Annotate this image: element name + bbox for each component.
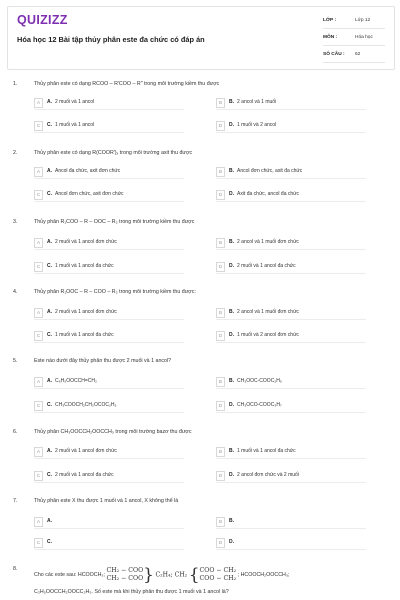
option-text: 2 ancol và 1 muối	[237, 99, 277, 105]
option-d[interactable]	[216, 331, 366, 343]
question-number: 1.	[13, 81, 18, 87]
option-label: B.	[229, 239, 234, 245]
question-number: 7.	[13, 498, 18, 504]
option-d[interactable]	[216, 401, 366, 413]
option-box: D	[216, 331, 225, 341]
option-text: Ancol đa chức, axit đơn chức	[55, 168, 121, 174]
question-text: Thủy phân este có dạng RCOO – R'COO – R" trong môi trường kiềm thu được	[34, 81, 220, 87]
option-label: B.	[229, 168, 234, 174]
option-text: CH₃OCO-COOC₃H₇	[237, 402, 282, 408]
option-text: 2 ancol và 1 muối đơn chức	[237, 239, 299, 245]
option-b[interactable]	[216, 238, 366, 250]
option-text: 1 muối và 1 ancol đa chức	[55, 263, 114, 269]
option-text: 2 muối và 1 ancol đơn chức	[55, 239, 117, 245]
option-c[interactable]	[34, 262, 184, 274]
option-label: A.	[47, 448, 52, 454]
option-box: C	[34, 262, 43, 272]
option-label: D.	[229, 539, 234, 545]
option-text: 1 muối và 1 ancol đa chức	[55, 332, 114, 338]
question-number: 4.	[13, 289, 18, 295]
option-box: B	[216, 517, 225, 527]
question-8-formula-line	[34, 567, 290, 583]
option-text: Ancol đơn chức, axit đa chức	[237, 168, 303, 174]
option-box: A	[34, 517, 43, 527]
meta-value: Lớp 12	[355, 18, 371, 23]
question-text: Thủy phân R₁OOC – R – COO – R₂ trong môi trường kiềm thu được:	[34, 289, 196, 295]
option-a[interactable]	[34, 308, 184, 320]
option-b[interactable]	[216, 308, 366, 320]
question-text: Thủy phân este có dạng R(COOR')ₓ trong môi trường axit thu được	[34, 150, 193, 156]
option-text: 1 muối và 2 ancol	[237, 122, 277, 128]
question-number: 6.	[13, 429, 18, 435]
option-label: D.	[229, 263, 234, 269]
option-label: D.	[229, 472, 234, 478]
option-label: A.	[47, 309, 52, 315]
option-label: D.	[229, 191, 234, 197]
option-box: D	[216, 538, 225, 548]
meta-row-class	[323, 14, 385, 29]
option-label: C.	[47, 263, 52, 269]
option-text: Ancol đơn chức, axit đơn chức	[55, 191, 124, 197]
worksheet-header	[7, 6, 395, 70]
question-number: 3.	[13, 219, 18, 225]
option-box: B	[216, 167, 225, 177]
option-box: A	[34, 167, 43, 177]
option-label: A.	[47, 99, 52, 105]
option-text: 1 muối và 1 ancol đa chức	[237, 448, 296, 454]
option-box: B	[216, 447, 225, 457]
option-b[interactable]	[216, 98, 366, 110]
meta-value: 62	[355, 52, 361, 57]
option-box: C	[34, 471, 43, 481]
option-box: D	[216, 401, 225, 411]
q8-structure-1-bottom: CH₂ − COO	[106, 575, 144, 582]
question-text: Thủy phân R₁COO – R – OOC – R₂ trong môi trường kiềm thu được	[34, 219, 195, 225]
option-a[interactable]	[34, 517, 184, 529]
option-c[interactable]	[34, 538, 184, 550]
meta-row-count	[323, 48, 385, 63]
question-text: Thủy phân CH₃OOCCH₂OOCCH₃ trong môi trường bazơ thu được	[34, 429, 192, 435]
question-number: 5.	[13, 358, 18, 364]
option-label: A.	[47, 518, 52, 524]
option-box: C	[34, 401, 43, 411]
quizizz-logo: QUIZIZZ	[17, 13, 68, 27]
option-box: C	[34, 190, 43, 200]
option-text: 2 muối và 1 ancol đơn chức	[55, 448, 117, 454]
option-text: 2 muối và 1 ancol đa chức	[237, 263, 296, 269]
option-a[interactable]	[34, 98, 184, 110]
option-label: C.	[47, 539, 52, 545]
close-brace: }	[143, 565, 154, 585]
q8-structure-2-bottom: COO − CH₂	[199, 575, 237, 582]
option-c[interactable]	[34, 401, 184, 413]
option-text: CH₃OOC-COOC₂H₅	[237, 378, 282, 384]
option-box: C	[34, 121, 43, 131]
question-number: 2.	[13, 150, 18, 156]
option-label: C.	[47, 122, 52, 128]
option-c[interactable]	[34, 190, 184, 202]
option-a[interactable]	[34, 447, 184, 459]
option-label: D.	[229, 402, 234, 408]
option-text: Axit đa chức, ancol đa chức	[237, 191, 300, 197]
q8-mid: C₂H₄; CH₂	[155, 571, 188, 579]
option-b[interactable]	[216, 167, 366, 179]
option-c[interactable]	[34, 471, 184, 483]
option-label: B.	[229, 99, 234, 105]
question-number: 8.	[13, 566, 18, 572]
q8-suffix: ; HCOOCH₂OOCCH₃;	[237, 572, 290, 578]
option-text: C₆H₅OOCCH=CH₂	[55, 378, 97, 384]
meta-key: SỐ CÂU :	[323, 52, 345, 57]
option-box: A	[34, 447, 43, 457]
option-label: C.	[47, 332, 52, 338]
option-label: B.	[229, 309, 234, 315]
option-label: D.	[229, 122, 234, 128]
option-c[interactable]	[34, 121, 184, 133]
option-c[interactable]	[34, 331, 184, 343]
option-box: B	[216, 377, 225, 387]
option-label: C.	[47, 402, 52, 408]
option-b[interactable]	[216, 447, 366, 459]
option-label: D.	[229, 332, 234, 338]
option-box: C	[34, 538, 43, 548]
worksheet-title: Hóa học 12 Bài tập thủy phân este đa chức có đáp án	[17, 35, 205, 44]
option-box: C	[34, 331, 43, 341]
option-text: 2 ancol đơn chức và 2 muối	[237, 472, 299, 478]
option-label: B.	[229, 518, 234, 524]
option-d[interactable]	[216, 190, 366, 202]
option-label: C.	[47, 472, 52, 478]
q8-prefix: Cho các este sau: HCOOCH₃;	[34, 572, 106, 578]
option-text: 1 muối và 1 ancol	[55, 122, 95, 128]
q8-structure-1	[107, 567, 144, 583]
option-b[interactable]	[216, 517, 366, 529]
option-box: D	[216, 471, 225, 481]
q8-structure-2	[200, 567, 237, 583]
question-text: Thủy phân este X thu được 1 muối và 1 ancol, X không thể là	[34, 498, 179, 504]
option-label: A.	[47, 378, 52, 384]
option-box: B	[216, 98, 225, 108]
option-label: B.	[229, 378, 234, 384]
option-text: 2 ancol và 1 muối đơn chức	[237, 309, 299, 315]
option-d[interactable]	[216, 121, 366, 133]
option-label: B.	[229, 448, 234, 454]
option-d[interactable]	[216, 471, 366, 483]
option-box: D	[216, 262, 225, 272]
option-text: 2 muối và 1 ancol đơn chức	[55, 309, 117, 315]
meta-row-subject	[323, 31, 385, 46]
option-d[interactable]	[216, 262, 366, 274]
option-d[interactable]	[216, 538, 366, 550]
option-b[interactable]	[216, 377, 366, 389]
option-text: CH₃COOCH₂CH₂OCOC₂H₅	[55, 402, 117, 408]
question-8-text-line: C₂H₅OOCCH₂OOCC₂H₅. Số este mà khi thủy phân thu được 1 muối và 1 ancol là?	[34, 589, 229, 595]
q8-structure-1-top: CH₂ − COO	[106, 567, 144, 574]
option-a[interactable]	[34, 238, 184, 250]
open-brace: {	[188, 565, 200, 585]
option-box: D	[216, 190, 225, 200]
option-a[interactable]	[34, 167, 184, 179]
option-box: B	[216, 308, 225, 318]
option-text: 1 muối và 2 ancol đơn chức	[237, 332, 299, 338]
option-box: D	[216, 121, 225, 131]
meta-key: MÔN :	[323, 35, 338, 40]
q8-structure-2-top: COO − CH₂	[199, 567, 237, 574]
meta-value: Hóa học	[355, 35, 373, 40]
option-box: B	[216, 238, 225, 248]
question-text: Este nào dưới đây thủy phân thu được 2 muối và 1 ancol?	[34, 358, 172, 364]
option-text: 2 muối và 1 ancol đa chức	[55, 472, 114, 478]
option-box: A	[34, 377, 43, 387]
option-a[interactable]	[34, 377, 184, 389]
option-label: C.	[47, 191, 52, 197]
option-box: A	[34, 308, 43, 318]
option-text: 2 muối và 1 ancol	[55, 99, 95, 105]
meta-key: LỚP :	[323, 18, 337, 23]
option-label: A.	[47, 168, 52, 174]
option-box: A	[34, 238, 43, 248]
option-box: A	[34, 98, 43, 108]
option-label: A.	[47, 239, 52, 245]
